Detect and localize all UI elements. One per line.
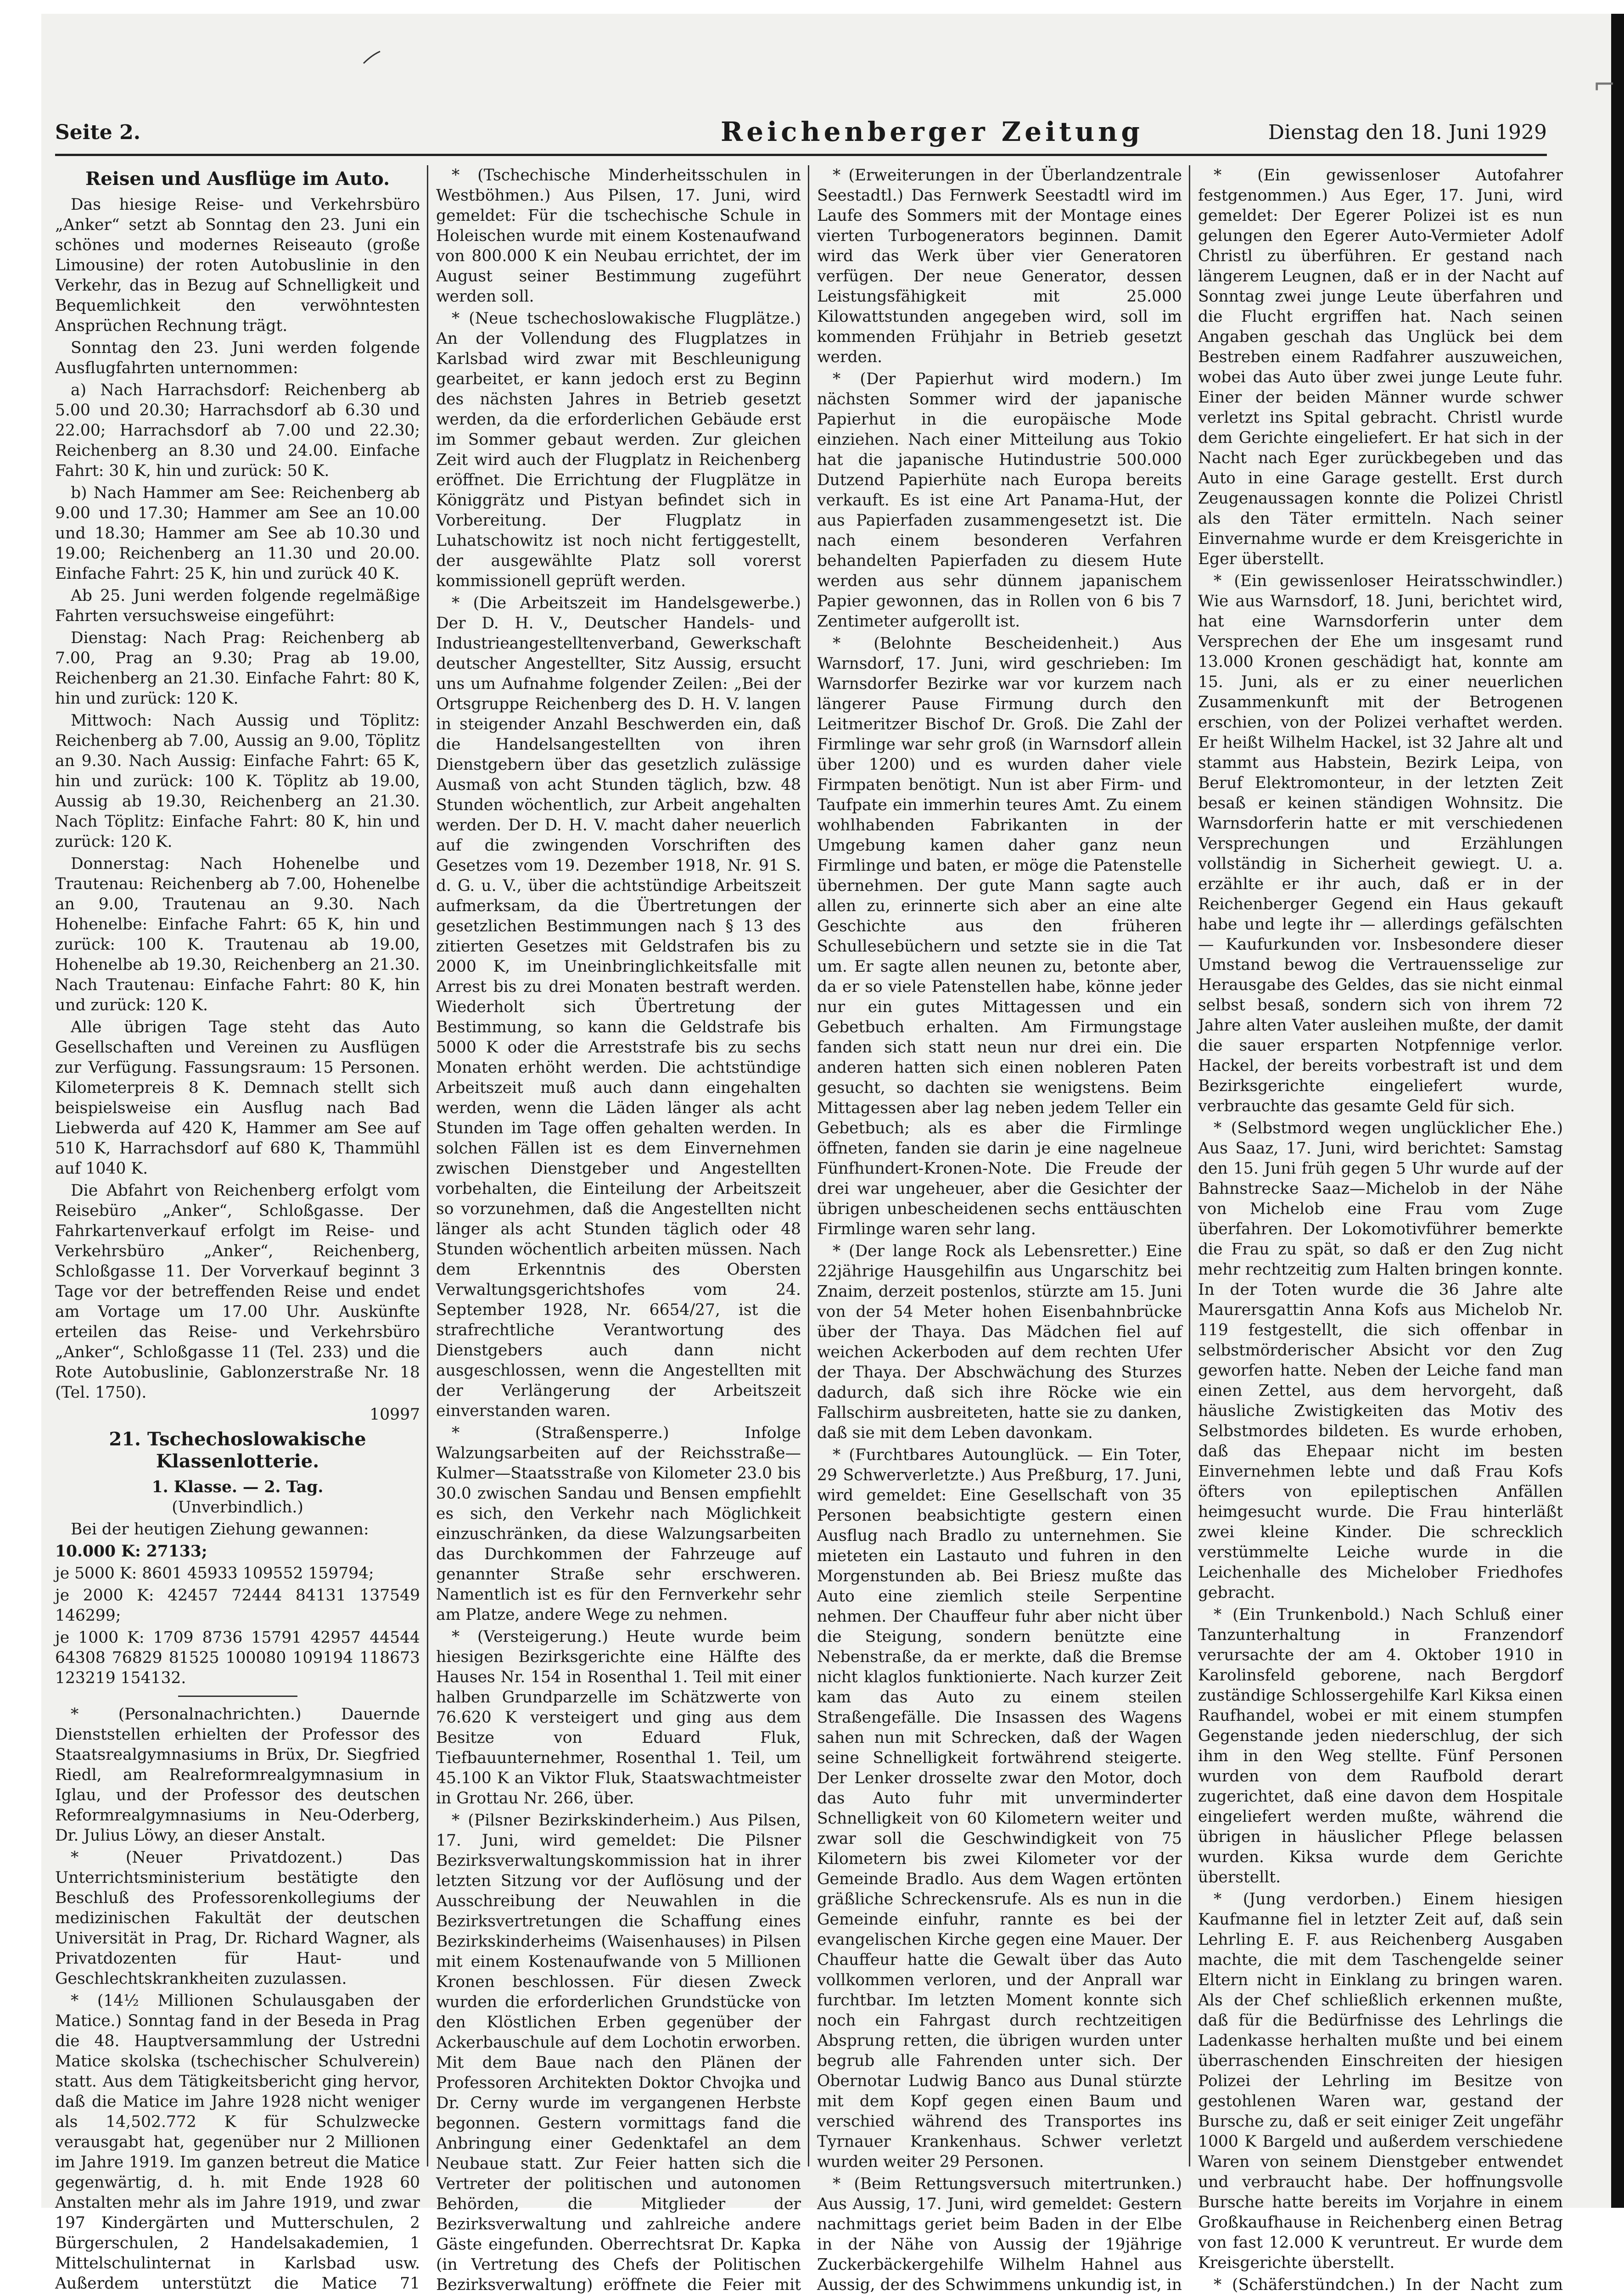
lottery-note: (Unverbindlich.) xyxy=(172,1498,303,1517)
ad-number: 10997 xyxy=(370,1405,420,1424)
article-paragraph: * (Neue tschechoslowakische Flugplätze.) An der Vollendung des Flugplatzes in Karlsbad wird zwar mit Beschleunigung gearbeitet, er kann jedoch erst zu Beginn des nächsten Jahres in Betrieb gesetzt werden, da die erforderlichen Gebäude erst im Sommer gebaut werden. Zur gleichen Zeit wird auch der Flugplatz in Reichenberg eröffnet. Die Errichtung der Flugplätze in Königgrätz und Pistyan befindet sich in Vorbereitung. Der Flugplatz in Luhatschowitz ist noch nicht fertiggestellt, der ausgewählte Platz soll vorerst kommissionell geprüft werden. xyxy=(436,309,801,590)
article-paragraph: b) Nach Hammer am See: Reichenberg ab 9.00 und 17.30; Hammer am See an 10.00 und 18.30; Hammer am See ab 10.30 und 19.00; Reichenberg an 11.30 und 20.00. Einfache Fahrt: 25 K, hin und zurück 40 K. xyxy=(55,484,420,583)
article-paragraph: * (Der Papierhut wird modern.) Im nächsten Sommer wird der japanische Papierhut in die europäische Mode einziehen. Nach einer Mitteilung aus Tokio hat die japanische Hutindustrie 500.000 Dutzend Papierhüte nach Europa bereits verkauft. Es ist eine Art Panama-Hut, der aus Papierfaden zusammengesetzt ist. Die nach einem besonderen Verfahren behandelten Papierfaden zu diesem Hute werden aus sehr dünnem japanischem Papier gewonnen, das in Rollen von 6 bis 7 Zentimeter aufgerollt ist. xyxy=(817,370,1182,631)
pen-mark xyxy=(363,50,381,64)
article-paragraph: Donnerstag: Nach Hohenelbe und Trautenau: Reichenberg ab 7.00, Hohenelbe an 9.00, Trautenau an 9.30. Nach Hohenelbe: Einfache Fahrt: 65 K, hin und zurück: 100 K. Trautenau ab 19.00, Hohenelbe ab 19.30, Reichenberg an 21.30. Nach Trautenau: Einfache Fahrt: 80 K, hin und zurück: 120 K. xyxy=(55,855,420,1014)
article-paragraph: * (Schäferstündchen.) In der Nacht zum xyxy=(1214,2276,1563,2294)
article-paragraph: * (Neuer Privatdozent.) Das Unterrichtsministerium bestätigte den Beschluß des Professorenkollegiums der medizinischen Fakultät der deutschen Universität in Prag, Dr. Richard Wagner, als Privatdozenten für Haut- und Geschlechtskrankheiten zuzulassen. xyxy=(55,1848,420,1988)
article-paragraph: a) Nach Harrachsdorf: Reichenberg ab 5.00 und 20.30; Harrachsdorf ab 6.30 und 22.00; Harrachsdorf ab 7.00 und 22.30; Reichenberg an 8.30 und 24.00. Einfache Fahrt: 30 K, hin und zurück: 50 K. xyxy=(55,381,420,480)
article-paragraph: * (Belohnte Bescheidenheit.) Aus Warnsdorf, 17. Juni, wird geschrieben: Im Warnsdorfer Bezirke war vor kurzem nach längerer Pause Firmung durch den Leitmeritzer Bischof Dr. Groß. Die Zahl der Firmlinge war sehr groß (in Warnsdorf allein über 1200) und es wurden daher viele Firmpaten benötigt. Nun ist aber Firm- und Taufpate ein immerhin teures Amt. Zu einem wohlhabenden Fabrikanten in der Umgebung kamen daher ganz neun Firmlinge und baten, er möge die Patenstelle übernehmen. Der gute Mann sagte auch allen zu, erinnerte sich aber an eine alte Geschichte aus den früheren Schullesebüchern und setzte sie in die Tat um. Er sagte allen neunen zu, betonte aber, da er so viele Patenstellen habe, könne jeder nur ein gutes Mittagessen und ein Gebetbuch erhalten. Am Firmungstage fanden sich statt neun nur drei ein. Die anderen hatten sich einen nobleren Paten gesucht, so dachten sie wenigstens. Beim Mittagessen aber lag neben jedem Teller ein Gebetbuch; als es aber die Firmlinge öffneten, fanden sie darin je eine nagelneue Fünfhundert-Kronen-Note. Die Freude der drei war ungeheuer, aber die Gesichter der übrigen unbescheidenen sechs enttäuschten Firmlinge waren sehr lang. xyxy=(817,634,1182,1238)
lottery-line: je 5000 K: 8601 45933 109552 159794; xyxy=(55,1564,374,1583)
article-headline: 21. Tschechoslowakische Klassenlotterie. xyxy=(109,1428,366,1472)
margin-mark: ⌐ xyxy=(1593,69,1616,101)
article-headline: Reisen und Ausflüge im Auto. xyxy=(85,168,390,190)
article-paragraph: * (Beim Rettungsversuch mitertrunken.) Aus Aussig, 17. Juni, wird gemeldet: Gestern nachmittags geriet beim Baden in der Elbe in der Nähe von Aussig der 19jährige Zuckerbäckergehilfe Wilhelm Hahnel aus Aussig, der des Schwimmens unkundig ist, in xyxy=(817,2175,1182,2294)
article-paragraph: Sonntag den 23. Juni werden folgende Ausflugfahrten unternommen: xyxy=(55,339,420,377)
article-paragraph: * (Versteigerung.) Heute wurde beim hiesigen Bezirksgerichte eine Hälfte des Hauses Nr. 154 in Rosenthal 1. Teil mit einer halben Grundparzelle im Schätzwerte von 76.620 K versteigert und ging aus dem Besitze von Eduard Fluk, Tiefbauunternehmer, Rosenthal 1. Teil, um 45.100 K an Viktor Fluk, Staatswachtmeister in Grottau Nr. 266, über. xyxy=(436,1628,801,1808)
lottery-line: Bei der heutigen Ziehung gewannen: xyxy=(71,1520,369,1539)
masthead: Reichenberger Zeitung xyxy=(721,116,1143,147)
article-paragraph: * (14½ Millionen Schulausgaben der Matice.) Sonntag fand in der Beseda in Prag die 48. Hauptversammlung der Ustredni Matice skolska (tschechischer Schulverein) statt. Aus dem Tätigkeitsbericht ging hervor, daß die Matice im Jahre 1928 nicht weniger als 14,502.772 K für Schulzwecke verausgabt hat, gegenüber nur 2 Millionen im Jahre 1919. Im ganzen betreut die Matice gegenwärtig, d. h. mit Ende 1928 60 Anstalten mehr als im Jahre 1919, und zwar 197 Kindergärten und Mutterschulen, 2 Bürgerschulen, 2 Handelsakademien, 1 Mittelschulinternat in Karlsbad usw. Außerdem unterstützt die Matice 71 xyxy=(55,1992,420,2293)
lottery-line: je 2000 K: 42457 72444 84131 137549 146299; xyxy=(55,1586,420,1625)
column-rule xyxy=(1189,165,1190,2166)
column-1 xyxy=(55,165,420,2293)
lottery-line: 10.000 K: 27133; xyxy=(55,1542,207,1561)
article-paragraph: Alle übrigen Tage steht das Auto Gesellschaften und Vereinen zu Ausflügen zur Verfügung. Fassungsraum: 15 Personen. Kilometerpreis 8 K. Demnach stellt sich beispielsweise ein Ausflug nach Bad Liebwerda auf 420 K, Hammer am See auf 510 K, Harrachsdorf auf 680 K, Thammühl auf 1040 K. xyxy=(55,1018,420,1178)
article-paragraph: Dienstag: Nach Prag: Reichenberg ab 7.00, Prag an 9.30; Prag ab 19.00, Reichenberg an 21.30. Einfache Fahrt: 80 K, hin und zurück: 120 K. xyxy=(55,629,420,708)
article-paragraph: * (Furchtbares Autounglück. — Ein Toter, 29 Schwerverletzte.) Aus Preßburg, 17. Juni, wird gemeldet: Eine Gesellschaft von 35 Personen beabsichtigte gestern einen Ausflug nach Bradlo zu unternehmen. Sie mieteten ein Lastauto und fuhren in den Morgenstunden ab. Bei Briesz mußte das Auto eine ziemlich steile Serpentine nehmen. Der Chauffeur fuhr aber nicht über die Steigung, sondern benützte eine Nebenstraße, da er merkte, daß die Bremse nicht klaglos funktionierte. Nach kurzer Zeit kam das Auto zu einem steilen Straßengefälle. Die Insassen des Wagens sahen nun mit Schrecken, daß der Wagen seine Schnelligkeit fortwährend steigerte. Der Lenker drosselte zwar den Motor, doch das Auto fuhr mit unverminderter Schnelligkeit von 60 Kilometern weiter und zwar soll die Geschwindigkeit von 75 Kilometern bis zwei Kilometer vor der Gemeinde Bradlo. Aus dem Wagen ertönten gräßliche Schreckensrufe. Als es nun in die Gemeinde einfuhr, rannte es bei der evangelischen Kirche gegen eine Mauer. Der Chauffeur hatte die Gewalt über das Auto vollkommen verloren, und der Anprall war furchtbar. Im letzten Moment konnte sich noch ein Fahrgast durch rechtzeitigen Absprung retten, die übrigen wurden unter begrub alle Fahrenden unter sich. Der Obernotar Ludwig Banco aus Dunal stürzte mit dem Kopf gegen einen Baum und verschied während des Transportes ins Tyrnauer Krankenhaus. Schwer verletzt wurden weiter 29 Personen. xyxy=(817,1446,1182,2171)
lottery-line: je 1000 K: 1709 8736 15791 42957 44544 64308 76829 81525 100080 109194 118673 123219 154132. xyxy=(55,1629,420,1687)
section-divider xyxy=(178,1696,297,1697)
article-paragraph: * (Ein Trunkenbold.) Nach Schluß einer Tanzunterhaltung in Franzendorf verursachte der am 4. Oktober 1910 in Karolinsfeld geborene, nach Bergdorf zuständige Schlossergehilfe Karl Kiksa einen Raufhandel, wobei er mit einem stumpfen Gegenstande jeden niederschlug, der sich ihm in den Weg stellte. Fünf Personen wurden von dem Raufbold derart zugerichtet, daß eine davon dem Hospitale eingeliefert werden mußte, während die übrigen in häuslicher Pflege belassen wurden. Kiksa wurde dem Gerichte überstellt. xyxy=(1198,1606,1563,1886)
article-paragraph: * (Jung verdorben.) Einem hiesigen Kaufmanne fiel in letzter Zeit auf, daß sein Lehrling E. F. aus Reichenberg Ausgaben machte, die mit dem Taschengelde seiner Eltern nicht in Einklang zu bringen waren. Als der Chef schließlich erkennen mußte, daß für die Bedürfnisse des Lehrlings die Ladenkasse herhalten mußte und bei einem überraschenden Einschreiten der hiesigen Polizei der Lehrling im Besitze von gestohlenen Waren war, gestand der Bursche zu, daß er seit einiger Zeit ungefähr 1000 K Bargeld und außerdem verschiedene Waren von seinem Dienstgeber entwendet und verbraucht habe. Der hoffnungsvolle Bursche hatte bereits im Vorjahre in einem Großkaufhause in Reichenberg einen Betrag von fast 12.000 K veruntreut. Er wurde dem Kreisgerichte überstellt. xyxy=(1198,1890,1563,2272)
column-3 xyxy=(817,165,1182,2294)
page-header xyxy=(55,112,1547,156)
lottery-class: 1. Klasse. — 2. Tag. xyxy=(151,1478,324,1496)
column-rule xyxy=(808,165,809,2166)
article-paragraph: * (Der lange Rock als Lebensretter.) Eine 22jährige Hausgehilfin aus Ungarschitz bei Znaim, derzeit postenlos, stürzte am 15. Juni von der 54 Meter hohen Eisenbahnbrücke über der Thaya. Das Mädchen fiel auf weichen Ackerboden auf dem rechten Ufer der Thaya. Der Abschwächung des Sturzes dadurch, daß sich ihre Röcke wie ein Fallschirm ausbreiteten, hatte sie zu danken, daß sie mit dem Leben davonkam. xyxy=(817,1242,1182,1442)
article-paragraph: Das hiesige Reise- und Verkehrsbüro „Anker“ setzt ab Sonntag den 23. Juni ein schönes und modernes Reiseauto (große Limousine) der roten Autobuslinie in den Verkehr, das in Bezug auf Schnelligkeit und Bequemlichkeit den verwöhntesten Ansprüchen Rechnung trägt. xyxy=(55,196,420,335)
issue-date: Dienstag den 18. Juni 1929 xyxy=(1268,121,1547,144)
article-paragraph: * (Selbstmord wegen unglücklicher Ehe.) Aus Saaz, 17. Juni, wird berichtet: Samstag den 15. Juni früh gegen 5 Uhr wurde auf der Bahnstrecke Saaz—Michelob in der Nähe von Michelob eine Frau vom Zuge überfahren. Der Lokomotivführer bemerkte die Frau zu spät, so daß er den Zug nicht mehr rechtzeitig zum Halten bringen konnte. In der Toten wurde die 36 Jahre alte Maurersgattin Anna Kofs aus Michelob Nr. 119 festgestellt, die sich offenbar in selbstmörderischer Absicht vor den Zug geworfen hatte. Neben der Leiche fand man einen Zettel, aus dem hervorgeht, daß häusliche Zwistigkeiten das Motiv des Selbstmordes bildeten. Es wurde erhoben, daß das Ehepaar nicht im besten Einvernehmen lebte und daß Frau Kofs öfters von epileptischen Anfällen heimgesucht wurde. Die Frau hinterläßt zwei kleine Kinder. Die schrecklich verstümmelte Leiche wurde in die Leichenhalle des Michelober Friedhofes gebracht. xyxy=(1198,1119,1563,1602)
article-paragraph: Ab 25. Juni werden folgende regelmäßige Fahrten versuchsweise eingeführt: xyxy=(55,587,420,625)
article-paragraph: * (Straßensperre.) Infolge Walzungsarbeiten auf der Reichsstraße—Kulmer—Staatsstraße von Kilometer 23.0 bis 30.0 zwischen Sandau und Bensen empfiehlt es sich, den Verkehr nach Möglichkeit einzuschränken, da diese Walzungsarbeiten das Durchkommen der Fahrzeuge auf genannter Straße sehr erschweren. Namentlich ist es für den Fernverkehr sehr am Platze, andere Wege zu nehmen. xyxy=(436,1424,801,1624)
article-paragraph: * (Die Arbeitszeit im Handelsgewerbe.) Der D. H. V., Deutscher Handels- und Industrieangestelltenverband, Gewerkschaft deutscher Angestellter, Sitz Aussig, ersucht uns um Aufnahme folgender Zeilen: „Bei der Ortsgruppe Reichenberg des D. H. V. langen in steigender Anzahl Beschwerden ein, daß die Handelsangestellten von ihren Dienstgebern über das gesetzlich zulässige Ausmaß von acht Stunden täglich, bzw. 48 Stunden wöchentlich, zur Arbeit angehalten werden. Der D. H. V. macht daher neuerlich auf die zwingenden Vorschriften des Gesetzes vom 19. Dezember 1918, Nr. 91 S. d. G. u. V., über die achtstündige Arbeitszeit aufmerksam, da die Übertretungen der gesetzlichen Bestimmungen nach § 13 des zitierten Gesetzes mit Geldstrafen bis zu 2000 K, im Uneinbringlichkeitsfalle mit Arrest bis zu drei Monaten bestraft werden. Wiederholt sich Übertretung der Bestimmung, so kann die Geldstrafe bis 5000 K oder die Arreststrafe bis zu sechs Monaten erhöht werden. Die achtstündige Arbeitszeit muß auch dann eingehalten werden, wenn die Läden länger als acht Stunden im Tage offen gehalten werden. In solchen Fällen ist es dem Einvernehmen zwischen Dienstgeber und Angestellten vorbehalten, die Einteilung der Arbeitszeit so vorzunehmen, daß die Angestellten nicht länger als acht Stunden täglich oder 48 Stunden wöchentlich arbeiten müssen. Nach dem Erkenntnis des Obersten Verwaltungsgerichtshofes vom 24. September 1928, Nr. 6654/27, ist die strafrechtliche Verantwortung des Dienstgebers auch dann nicht ausgeschlossen, wenn die Angestellten mit der Verlängerung der Arbeitszeit einverstanden waren. xyxy=(436,594,801,1420)
article-paragraph: * (Pilsner Bezirkskinderheim.) Aus Pilsen, 17. Juni, wird gemeldet: Die Pilsner Bezirksverwaltungskommission hat in ihrer letzten Sitzung vor der Auflösung und der Ausschreibung der Neuwahlen in die Bezirksvertretungen die Schaffung eines Bezirkskinderheims (Waisenhauses) in Pilsen mit einem Kostenaufwande von 5 Millionen Kronen beschlossen. Für diesen Zweck wurden die erforderlichen Grundstücke von den Klöstlichen Erben gegenüber der Ackerbauschule auf dem Lochotin erworben. Mit dem Baue nach den Plänen der Professoren Architekten Doktor Chvojka und Dr. Cerny wurde im vergangenen Herbste begonnen. Gestern vormittags fand die Anbringung einer Gedenktafel an dem Neubaue statt. Zur Feier hatten sich die Vertreter der politischen und autonomen Behörden, die Mitglieder der Bezirksverwaltung und zahlreiche andere Gäste eingefunden. Oberrechtsrat Dr. Kapka (in Vertretung des Chefs der Politischen Bezirksverwaltung) eröffnete die Feier mit xyxy=(436,1811,801,2294)
article-paragraph: * (Ein gewissenloser Autofahrer festgenommen.) Aus Eger, 17. Juni, wird gemeldet: Der Egerer Polizei ist es nun gelungen den Egerer Auto-Vermieter Adolf Christl zu überführen. Er gestand nach längerem Leugnen, daß er in der Nacht auf Sonntag zwei junge Leute überfahren und die Flucht ergriffen hat. Nach seinen Angaben geschah das Unglück bei dem Bestreben einem Radfahrer auszuweichen, wobei das Auto über zwei junge Leute fuhr. Einer der beiden Männer wurde schwer verletzt ins Spital gebracht. Christl wurde dem Gerichte eingeliefert. Er hat sich in der Nacht nach Eger zurückbegeben und das Auto in eine Garage gestellt. Erst durch Zeugenaussagen konnte die Polizei Christl als den Täter ermitteln. Nach seiner Einvernahme wurde er dem Kreisgerichte in Eger überstellt. xyxy=(1198,166,1563,568)
column-4 xyxy=(1198,165,1563,2294)
column-2 xyxy=(436,165,801,2294)
article-paragraph: Die Abfahrt von Reichenberg erfolgt vom Reisebüro „Anker“, Schloßgasse. Der Fahrkartenverkauf erfolgt im Reise- und Verkehrsbüro „Anker“, Reichenberg, Schloßgasse 11. Der Vorverkauf beginnt 3 Tage vor der betreffenden Reise und endet am Vortage um 17.00 Uhr. Auskünfte erteilen das Reise- und Verkehrsbüro „Anker“, Schloßgasse 11 (Tel. 233) und die Rote Autobuslinie, Gablonzerstraße Nr. 18 (Tel. 1750). xyxy=(55,1181,420,1402)
article-paragraph: * (Erweiterungen in der Überlandzentrale Seestadtl.) Das Fernwerk Seestadtl wird im Laufe des Sommers mit der Montage eines vierten Turbogenerators beginnen. Damit wird das Werk über vier Generatoren verfügen. Der neue Generator, dessen Leistungsfähigkeit mit 25.000 Kilowattstunden angegeben wird, soll im kommenden Frühjahr in Betrieb gesetzt werden. xyxy=(817,166,1182,366)
article-paragraph: * (Personalnachrichten.) Dauernde Dienststellen erhielten der Professor des Staatsrealgymnasiums in Brüx, Dr. Siegfried Riedl, am Realreformrealgymnasium in Iglau, und der Professor des deutschen Reformrealgymnasiums in Neu-Oderberg, Dr. Julius Löwy, an dieser Anstalt. xyxy=(55,1705,420,1845)
page-number: Seite 2. xyxy=(55,121,141,144)
article-paragraph: * (Tschechische Minderheitsschulen in Westböhmen.) Aus Pilsen, 17. Juni, wird gemeldet: Für die tschechische Schule in Holeischen wurde mit einem Kostenaufwand von 800.000 K ein Neubau errichtet, der im August seiner Bestimmung zugeführt werden soll. xyxy=(436,166,801,306)
column-rule xyxy=(427,165,428,2166)
article-paragraph: * (Ein gewissenloser Heiratsschwindler.) Wie aus Warnsdorf, 18. Juni, berichtet wird, hat eine Warnsdorferin unter dem Versprechen der Ehe um insgesamt rund 13.000 Kronen geschädigt hat, konnte am 15. Juni, als er zu einer neuerlichen Zusammenkunft mit der Betrogenen erschien, von der Polizei verhaftet werden. Er heißt Wilhelm Hackel, ist 32 Jahre alt und stammt aus Habstein, Bezirk Leipa, von Beruf Elektromonteur, in der letzten Zeit besaß er keinen ständigen Wohnsitz. Die Warnsdorferin hatte er mit verschiedenen Versprechungen und Erzählungen vollständig in Sicherheit gewiegt. U. a. erzählte er ihr auch, daß er in der Reichenberger Gegend ein Haus gekauft habe und legte ihr — allerdings gefälschten — Kaufurkunden vor. Insbesondere dieser Umstand bewog die Vertrauensselige zur Herausgabe des Geldes, das sie nicht einmal selbst besaß, sondern sich von ihrem 72 Jahre alten Vater ausleihen mußte, der damit die sauer ersparten Notpfennige verlor. Hackel, der bereits vorbestraft ist und dem Bezirksgerichte eingeliefert wurde, verbrauchte das gesamte Geld für sich. xyxy=(1198,572,1563,1115)
article-paragraph: Mittwoch: Nach Aussig und Töplitz: Reichenberg ab 7.00, Aussig an 9.00, Töplitz an 9.30. Nach Aussig: Einfache Fahrt: 65 K, hin und zurück: 100 K. Töplitz ab 19.00, Aussig ab 19.30, Reichenberg an 21.30. Nach Töplitz: Einfache Fahrt: 80 K, hin und zurück: 120 K. xyxy=(55,711,420,851)
